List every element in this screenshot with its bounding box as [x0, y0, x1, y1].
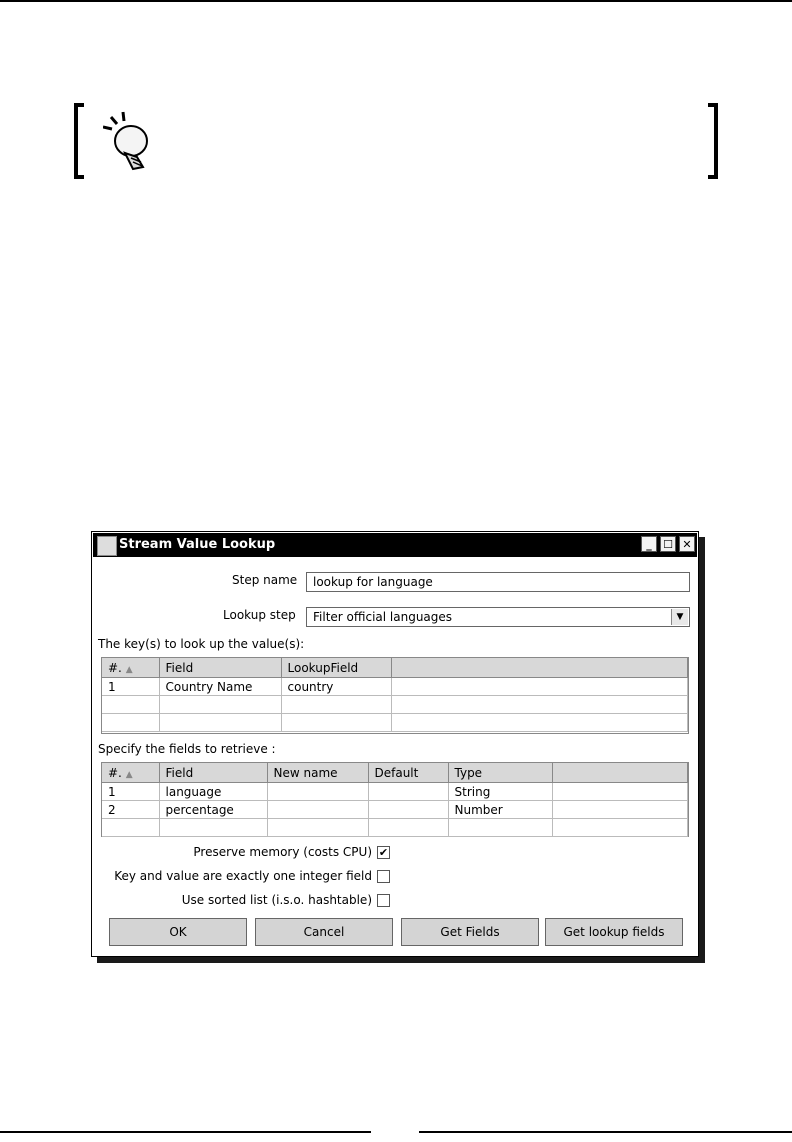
empty-cell[interactable] — [281, 714, 391, 732]
top-rule — [0, 0, 792, 2]
empty-cell — [552, 819, 688, 837]
keys-table[interactable] — [101, 657, 689, 734]
titlebar[interactable] — [93, 533, 697, 557]
tip-bracket-right — [708, 103, 718, 179]
table-row[interactable] — [102, 819, 688, 837]
retrieve-cell-newname[interactable] — [267, 783, 368, 801]
retrieve-cell-field[interactable]: percentage — [159, 801, 267, 819]
keys-cell-lookupfield[interactable]: country — [281, 678, 391, 696]
lookup-step-label: Lookup step — [223, 608, 296, 622]
step-name-input[interactable]: lookup for language — [306, 572, 690, 592]
sort-up-icon: ▲ — [125, 664, 133, 675]
retrieve-header-field[interactable]: Field — [159, 763, 267, 783]
minimize-button[interactable]: _ — [641, 536, 657, 552]
get-lookup-fields-button[interactable]: Get lookup fields — [545, 918, 683, 946]
stream-value-lookup-dialog — [91, 531, 699, 957]
retrieve-cell-filler — [552, 783, 688, 801]
empty-cell[interactable] — [102, 696, 159, 714]
keys-header-num[interactable]: #. ▲ — [102, 658, 159, 678]
keys-cell-field[interactable]: Country Name — [159, 678, 281, 696]
dialog-title: Stream Value Lookup — [119, 537, 276, 552]
retrieve-cell-num[interactable]: 1 — [102, 783, 159, 801]
keys-header-filler — [391, 658, 688, 678]
preserve-memory-label: Preserve memory (costs CPU) — [193, 845, 372, 859]
empty-cell[interactable] — [102, 714, 159, 732]
table-row[interactable] — [102, 714, 688, 732]
lightbulb-icon — [103, 111, 157, 173]
keys-cell-filler — [391, 678, 688, 696]
close-button[interactable]: ✕ — [679, 536, 695, 552]
maximize-button[interactable]: ☐ — [660, 536, 676, 552]
retrieve-cell-num[interactable]: 2 — [102, 801, 159, 819]
retrieve-table[interactable] — [101, 762, 689, 837]
empty-cell[interactable] — [159, 819, 267, 837]
keys-cell-num[interactable]: 1 — [102, 678, 159, 696]
retrieve-cell-default[interactable] — [368, 783, 448, 801]
preserve-memory-checkbox[interactable]: ✔ — [378, 846, 389, 859]
empty-cell[interactable] — [102, 819, 159, 837]
empty-cell[interactable] — [368, 819, 448, 837]
retrieve-cell-filler — [552, 801, 688, 819]
empty-cell[interactable] — [448, 819, 552, 837]
tip-bracket-left — [74, 103, 84, 179]
table-row[interactable] — [102, 801, 688, 819]
empty-cell — [391, 696, 688, 714]
lookup-step-select[interactable] — [306, 607, 690, 627]
retrieve-cell-type[interactable]: String — [448, 783, 552, 801]
dropdown-arrow-icon[interactable]: ▼ — [671, 609, 688, 625]
app-icon — [97, 536, 117, 556]
bottom-rule-right — [419, 1131, 792, 1133]
cancel-button[interactable]: Cancel — [255, 918, 393, 946]
lookup-step-value: Filter official languages — [313, 610, 453, 624]
keys-label: The key(s) to look up the value(s): — [98, 637, 305, 651]
step-name-label: Step name — [232, 573, 298, 587]
empty-cell[interactable] — [159, 714, 281, 732]
empty-cell[interactable] — [267, 819, 368, 837]
retrieve-header-filler — [552, 763, 688, 783]
sort-up-icon: ▲ — [125, 769, 133, 780]
retrieve-cell-field[interactable]: language — [159, 783, 267, 801]
retrieve-cell-newname[interactable] — [267, 801, 368, 819]
retrieve-cell-default[interactable] — [368, 801, 448, 819]
retrieve-header-num[interactable]: #. ▲ — [102, 763, 159, 783]
retrieve-header-newname[interactable]: New name — [267, 763, 368, 783]
retrieve-label: Specify the fields to retrieve : — [98, 742, 276, 756]
retrieve-header-type[interactable]: Type — [448, 763, 552, 783]
bottom-rule-left — [0, 1131, 371, 1133]
ok-button[interactable]: OK — [109, 918, 247, 946]
integer-field-label: Key and value are exactly one integer field — [114, 869, 372, 883]
table-row[interactable] — [102, 696, 688, 714]
sorted-list-label: Use sorted list (i.s.o. hashtable) — [181, 893, 372, 907]
sorted-list-checkbox[interactable] — [377, 894, 390, 907]
empty-cell — [391, 714, 688, 732]
table-row[interactable] — [102, 783, 688, 801]
table-row[interactable] — [102, 678, 688, 696]
retrieve-cell-type[interactable]: Number — [448, 801, 552, 819]
retrieve-header-default[interactable]: Default — [368, 763, 448, 783]
empty-cell[interactable] — [281, 696, 391, 714]
keys-header-lookupfield[interactable]: LookupField — [281, 658, 391, 678]
empty-cell[interactable] — [159, 696, 281, 714]
keys-header-field[interactable]: Field — [159, 658, 281, 678]
integer-field-checkbox[interactable] — [377, 870, 390, 883]
get-fields-button[interactable]: Get Fields — [401, 918, 539, 946]
